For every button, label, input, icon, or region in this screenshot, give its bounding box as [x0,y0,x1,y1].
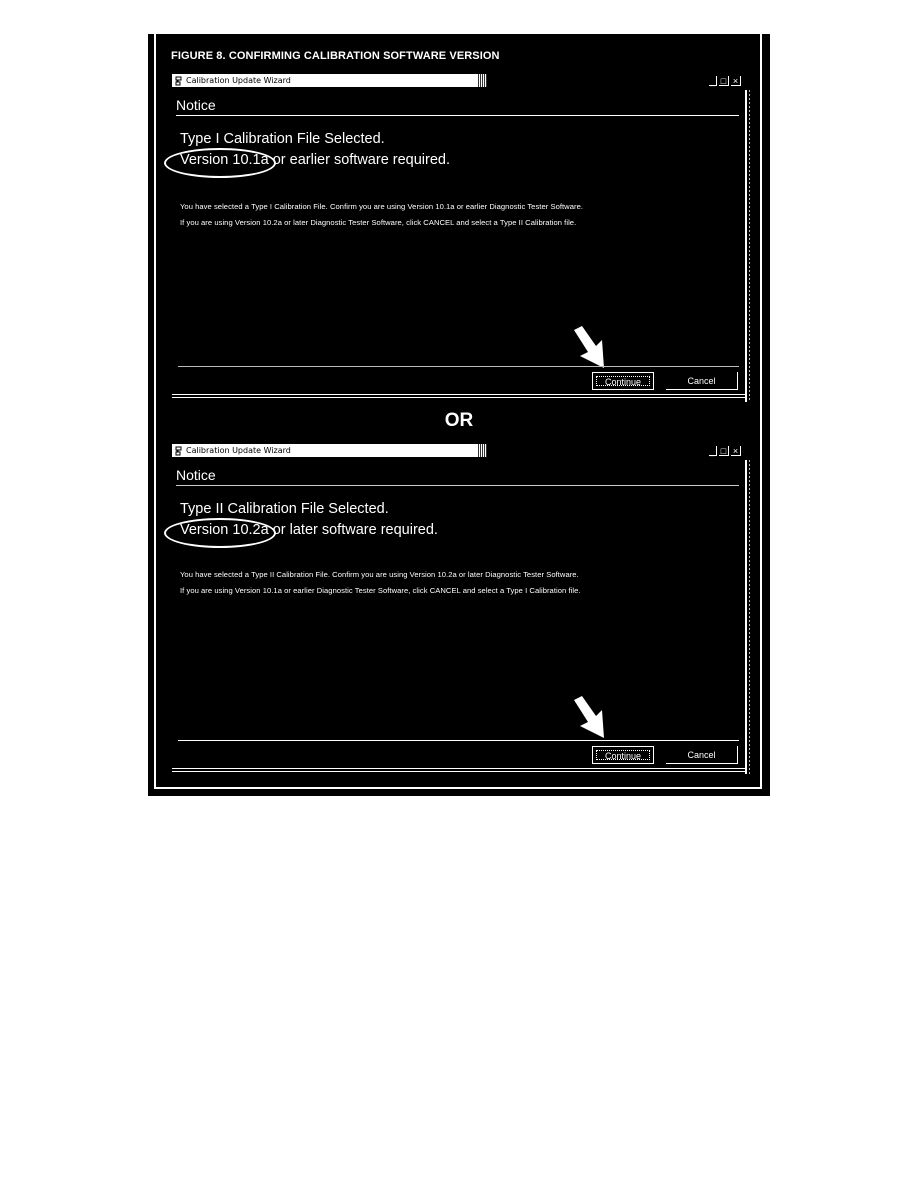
body-line-2: If you are using Version 10.1a or earlier Diagnostic Tester Software, click CANCEL and select a Type I Calibration file. [180,586,581,595]
section-header: Notice [176,467,216,483]
calibration-wizard-icon [175,446,182,456]
requirement-text: or later software required. [268,522,438,538]
continue-button[interactable] [592,372,654,390]
close-button[interactable]: × [731,446,741,456]
header-divider [176,115,739,116]
cancel-label: Cancel [687,376,716,386]
figure-title: FIGURE 8. CONFIRMING CALIBRATION SOFTWARE VERSION [171,50,500,62]
window-bottom-edge [172,394,747,398]
window-controls [709,76,741,86]
requirement-text: or earlier software required. [268,152,451,168]
calibration-wizard-icon [175,76,182,86]
callout-arrow-icon [570,326,610,370]
footer-divider [178,740,739,741]
maximize-button[interactable]: □ [719,446,729,456]
wizard-window-type-2 [172,444,747,774]
version-highlight: Version 10.1a [180,152,269,168]
window-titlebar[interactable] [172,74,487,87]
headline-type: Type I Calibration File Selected. [180,131,385,147]
cancel-button[interactable] [666,372,738,390]
focus-ring [596,376,650,386]
continue-button[interactable] [592,746,654,764]
focus-ring [596,750,650,760]
window-right-edge [745,90,747,402]
or-separator: OR [444,410,474,431]
close-button[interactable]: × [731,76,741,86]
cancel-button[interactable] [666,746,738,764]
headline-type: Type II Calibration File Selected. [180,501,389,517]
window-bottom-edge [172,768,747,772]
callout-arrow-icon [570,696,610,740]
header-divider [176,485,739,486]
body-line-1: You have selected a Type II Calibration File. Confirm you are using Version 10.2a or later Diagnostic Tester Software. [180,570,579,579]
window-title: Calibration Update Wizard [186,446,291,455]
body-line-1: You have selected a Type I Calibration File. Confirm you are using Version 10.1a or earlier Diagnostic Tester Software. [180,202,584,211]
scroll-edge [749,90,750,402]
body-line-2: If you are using Version 10.2a or later Diagnostic Tester Software, click CANCEL and select a Type II Calibration file. [180,218,577,227]
cancel-label: Cancel [687,750,716,760]
maximize-button[interactable]: □ [719,76,729,86]
continue-label: Continue [604,751,642,761]
version-circle-annotation [164,518,276,548]
window-controls [709,446,741,456]
window-title: Calibration Update Wizard [186,76,291,85]
section-header: Notice [176,97,216,113]
scroll-edge [749,460,750,774]
titlebar-dither [477,444,487,457]
version-circle-annotation [164,148,276,178]
wizard-window-type-1 [172,74,747,402]
footer-divider [178,366,739,367]
figure-panel [148,34,770,796]
continue-label: Continue [604,377,642,387]
titlebar-dither [477,74,487,87]
minimize-button[interactable]: _ [709,446,715,456]
version-highlight: Version 10.2a [180,522,269,538]
window-right-edge [745,460,747,774]
minimize-button[interactable]: _ [709,76,715,86]
window-titlebar[interactable] [172,444,487,457]
